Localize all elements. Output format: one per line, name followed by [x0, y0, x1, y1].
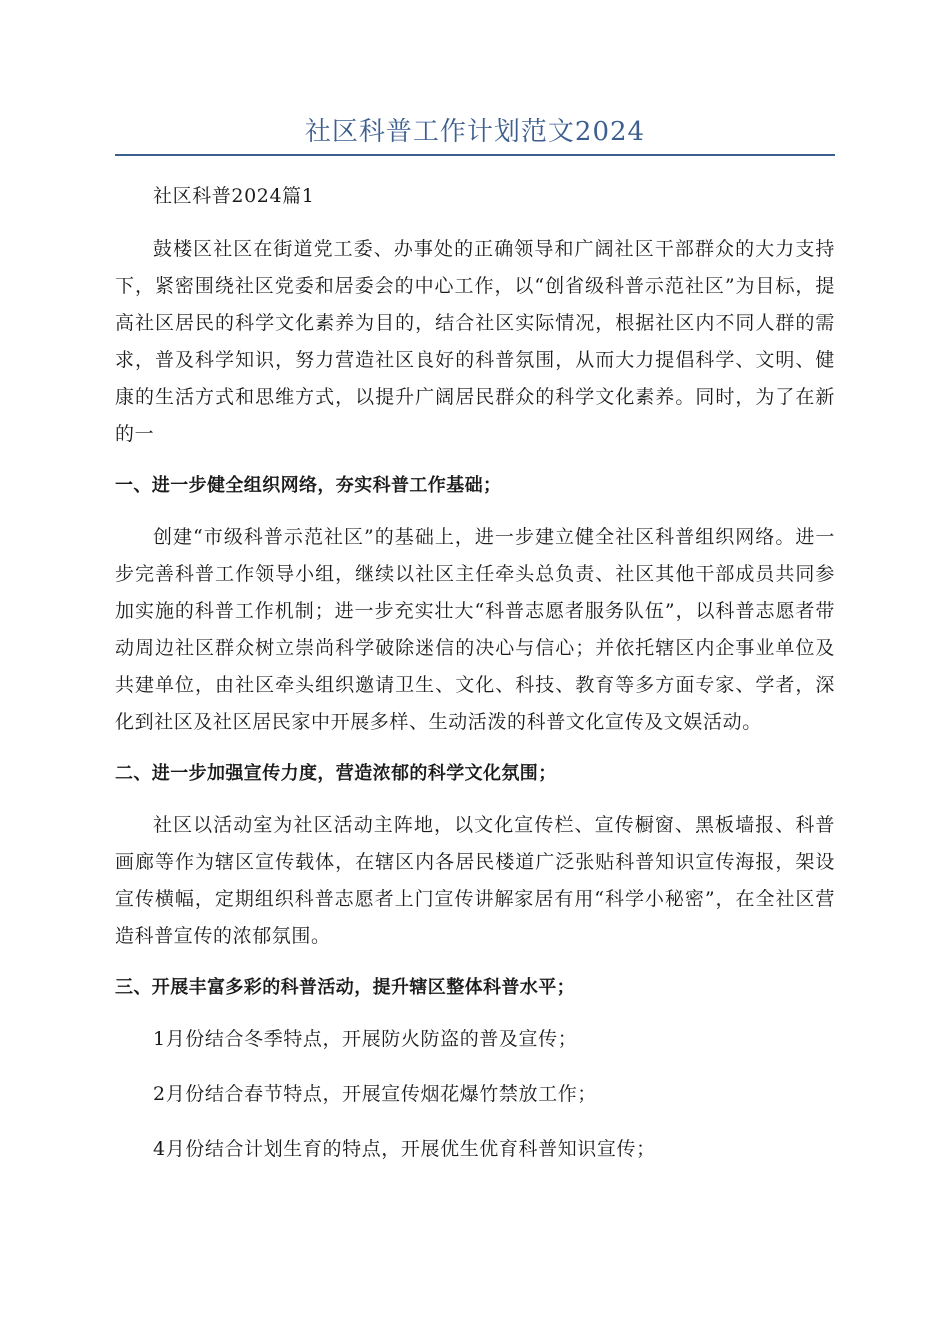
list-item: 1月份结合冬季特点，开展防火防盗的普及宣传； — [153, 1028, 578, 1050]
section-2 — [115, 755, 835, 955]
section-3 — [115, 969, 835, 1168]
document-body — [115, 178, 835, 1186]
section-heading: 三、开展丰富多彩的科普活动，提升辖区整体科普水平； — [115, 977, 575, 998]
title-underline — [115, 154, 835, 156]
document-title: 社区科普工作计划范文2024 — [304, 117, 646, 147]
section-heading: 一、进一步健全组织网络，夯实科普工作基础； — [115, 475, 502, 496]
article-subtitle: 社区科普2024篇1 — [153, 185, 315, 207]
section-heading: 二、进一步加强宣传力度，营造浓郁的科学文化氛围； — [115, 763, 557, 784]
section-1 — [115, 467, 835, 741]
section-paragraph: 社区以活动室为社区活动主阵地，以文化宣传栏、宣传橱窗、黑板墙报、科普画廊等作为辖区宣传载体，在辖区内各居民楼道广泛张贴科普知识宣传海报，架设宣传横幅，定期组织科普志愿者上门宣传讲解家居有用“科学小秘密”，在全社区营造科普宣传的浓郁氛围。 — [115, 814, 835, 947]
list-item: 2月份结合春节特点，开展宣传烟花爆竹禁放工作； — [153, 1083, 597, 1105]
list-item: 4月份结合计划生育的特点，开展优生优育科普知识宣传； — [153, 1138, 656, 1160]
section-paragraph: 创建“市级科普示范社区”的基础上，进一步建立健全社区科普组织网络。进一步完善科普工作领导小组，继续以社区主任牵头总负责、社区其他干部成员共同参加实施的科普工作机制；进一步充实壮大“科普志愿者服务队伍”，以科普志愿者带动周边社区群众树立崇尚科学破除迷信的决心与信心；并依托辖区内企事业单位及共建单位，由社区牵头组织邀请卫生、文化、科技、教育等多方面专家、学者，深化到社区及社区居民家中开展多样、生动活泼的科普文化宣传及文娱活动。 — [115, 526, 835, 733]
intro-paragraph: 鼓楼区社区在街道党工委、办事处的正确领导和广阔社区干部群众的大力支持下，紧密围绕社区党委和居委会的中心工作，以“创省级科普示范社区”为目标，提高社区居民的科学文化素养为目的，结合社区实际情况，根据社区内不同人群的需求，普及科学知识，努力营造社区良好的科普氛围，从而大力提倡科学、文明、健康的生活方式和思维方式，以提升广阔居民群众的科学文化素养。同时，为了在新的一 — [115, 238, 835, 445]
